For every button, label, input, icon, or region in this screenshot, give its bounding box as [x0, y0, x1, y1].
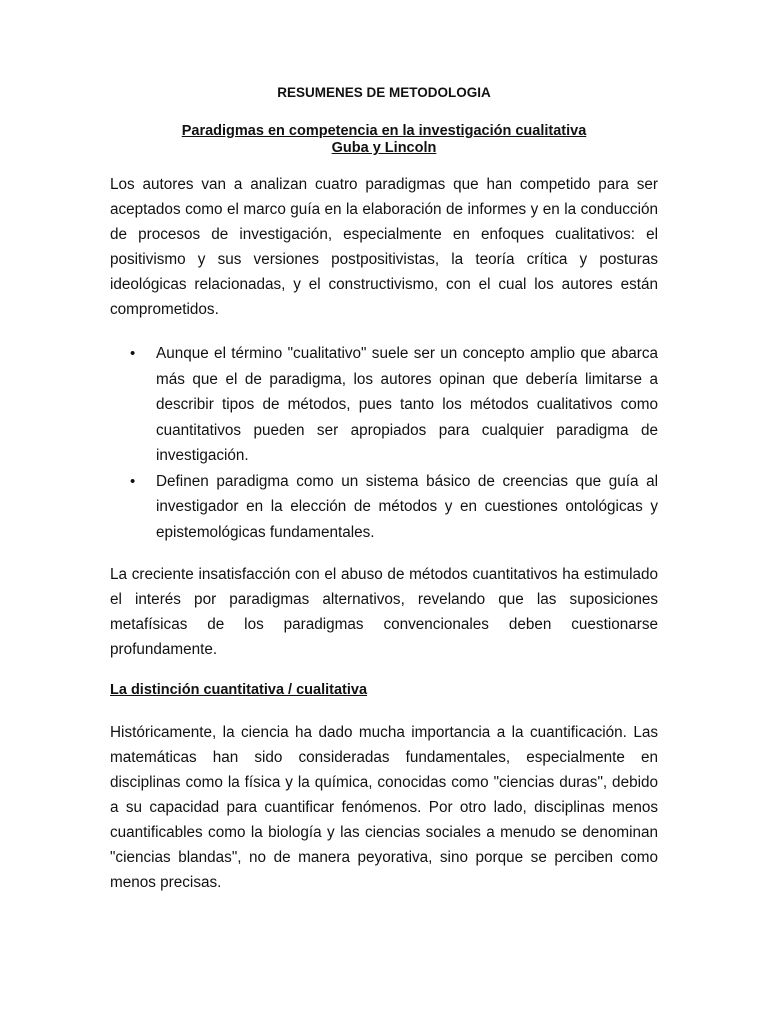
list-item-text: Definen paradigma como un sistema básico de creencias que guía al investigador en la elección de métodos y en cuestiones ontológicas y epistemológicas fundamentales. [156, 472, 658, 541]
subtitle-line-2: Guba y Lincoln [331, 140, 437, 156]
paragraph-3: Históricamente, la ciencia ha dado mucha importancia a la cuantificación. Las matemáticas han sido consideradas fundamentales, especialmente en disciplinas como la física y la química, conocidas como "ciencias duras", debido a su capacidad para cuantificar fenómenos. Por otro lado, disciplinas menos cuantificables como la biología y las ciencias sociales a menudo se denominan "ciencias blandas", no de manera peyorativa, sino porque se perciben como menos precisas. [110, 724, 658, 891]
bullet-list [110, 341, 658, 545]
document-page [110, 84, 658, 895]
list-item-text: Aunque el término "cualitativo" suele ser un concepto amplio que abarca más que el de paradigma, los autores opinan que debería limitarse a describir tipos de métodos, pues tanto los métodos cualitativos como cuantitativos pueden ser apropiados para cualquier paradigma de investigación. [156, 345, 658, 464]
bullet-icon: • [130, 472, 136, 490]
document-title: RESUMENES DE METODOLOGIA [277, 85, 491, 100]
list-item [110, 469, 658, 546]
bullet-icon: • [130, 345, 136, 362]
document-subtitle [110, 123, 658, 157]
paragraph-2: La creciente insatisfacción con el abuso de métodos cuantitativos ha estimulado el interés por paradigmas alternativos, revelando que las suposiciones metafísicas de los paradigmas convencionales deben cuestionarse profundamente. [110, 566, 658, 658]
list-item [110, 341, 658, 469]
section-heading: La distinción cuantitativa / cualitativa [110, 682, 368, 698]
intro-paragraph: Los autores van a analizan cuatro paradigmas que han competido para ser aceptados como el marco guía en la elaboración de informes y en la conducción de procesos de investigación, especialmente en enfoques cualitativos: el positivismo y sus versiones postpositivistas, la teoría crítica y posturas ideológicas relacionadas, y el constructivismo, con el cual los autores están comprometidos. [110, 176, 658, 318]
subtitle-line-1: Paradigmas en competencia en la investigación cualitativa [181, 123, 587, 139]
